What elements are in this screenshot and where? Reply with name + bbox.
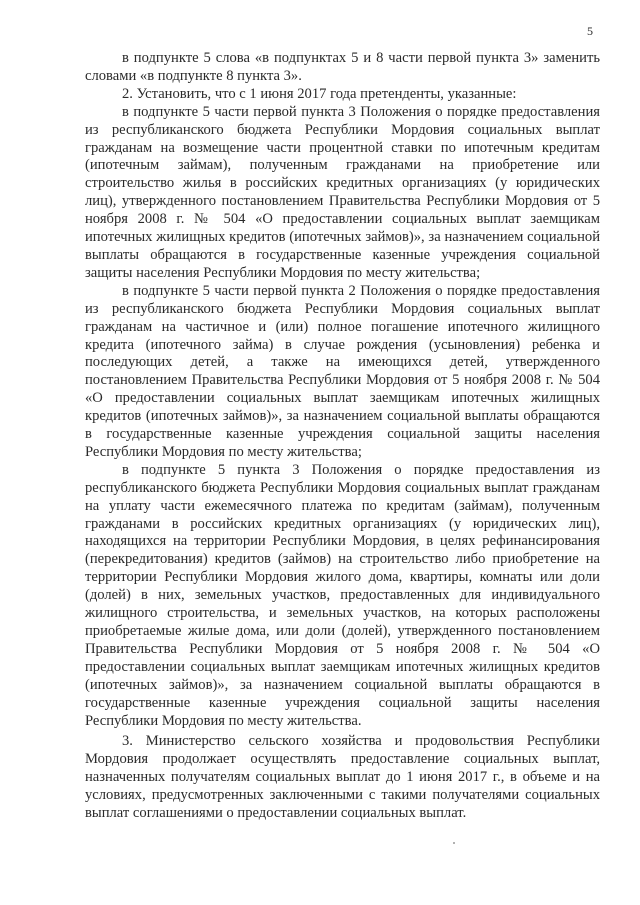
page-number: 5 <box>587 24 593 38</box>
paragraph-item-3-ministry: 3. Министерство сельского хозяйства и продовольствия Республики Мордовия продолжает осуществлять предоставление социальных выплат, назначенных получателям социальных выплат до 1 июня 2017 г., в объеме и на условиях, предусмотренных заключенными с такими получателями социальных выплат соглашениями о предоставлении социальных выплат. <box>85 733 600 822</box>
paragraph-subpoint-5-amendment: в подпункте 5 слова «в подпунктах 5 и 8 части первой пункта 3» заменить словами «в подпункте 8 пункта 3». <box>85 50 600 84</box>
paragraph-item-2-intro: 2. Установить, что с 1 июня 2017 года претенденты, указанные: <box>122 85 517 102</box>
paragraph-childbirth-repayment: в подпункте 5 части первой пункта 2 Положения о порядке предоставления из республиканского бюджета Республики Мордовия социальных выплат гражданам на частичное и (или) полное погашение ипотечного жилищного кредита (ипотечного займа) в случае рождения (усыновления) ребенка и последующих детей, а также на имеющихся детей, утвержденного постановлением Правительства Республики Мордовия от 5 ноября 2008 г. № 504 «О предоставлении социальных выплат заемщикам ипотечных жилищных кредитов (ипотечных займов)», за назначением социальной выплаты обращаются в государственные казенные учреждения социальной защиты населения Республики Мордовия по месту жительства; <box>85 282 600 460</box>
paragraph-interest-rate-compensation: в подпункте 5 части первой пункта 3 Положения о порядке предоставления из республиканского бюджета Республики Мордовия социальных выплат гражданам на возмещение части процентной ставки по ипотечным кредитам (ипотечным займам), полученным гражданами на приобретение или строительство жилья в российских кредитных организациях (у юридических лиц), утвержденного постановлением Правительства Республики Мордовия от 5 ноября 2008 г. № 504 «О предоставлении социальных выплат заемщикам ипотечных жилищных кредитов (ипотечных займов)», за назначением социальной выплаты обращаются в государственные казенные учреждения социальной защиты населения Республики Мордовия по месту жительства; <box>85 103 600 281</box>
document-body <box>85 50 600 823</box>
scan-speck <box>453 842 455 844</box>
paragraph-refinancing-payment: в подпункте 5 пункта 3 Положения о порядке предоставления из республиканского бюджета Республики Мордовия социальных выплат гражданам на уплату части ежемесячного платежа по кредитам (займам), полученным гражданами в российских кредитных организациях (у юридических лиц), находящихся на территории Республики Мордовия, в целях рефинансирования (перекредитования) кредитов (займов) на строительство либо приобретение на территории Республики Мордовия жилого дома, квартиры, комнаты или доли (долей) в них, земельных участков, предоставленных для индивидуального жилищного строительства, и земельных участков, на которых расположены приобретаемые жилые дома, или доли (долей), утвержденного постановлением Правительства Республики Мордовия от 5 ноября 2008 г. № 504 «О предоставлении социальных выплат заемщикам ипотечных жилищных кредитов (ипотечных займов)», за назначением социальной выплаты обращаются в государственные казенные учреждения социальной защиты населения Республики Мордовия по месту жительства. <box>85 461 600 729</box>
